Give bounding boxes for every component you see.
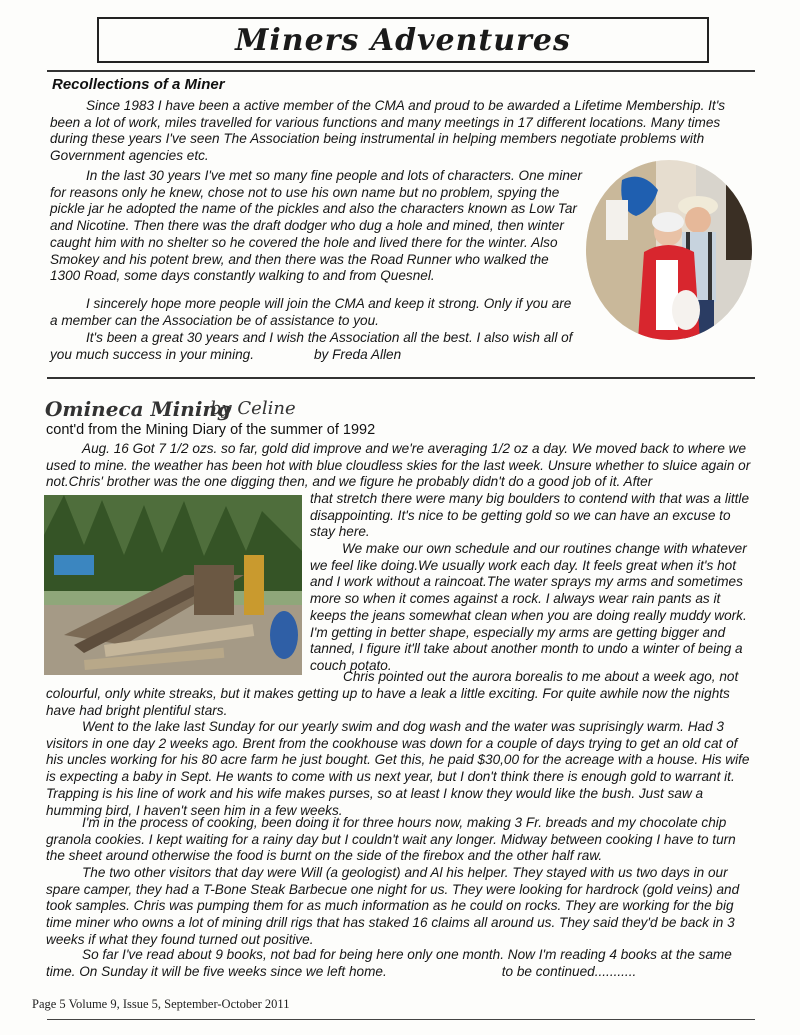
to-be-continued: to be continued........... bbox=[501, 963, 637, 979]
divider-bottom bbox=[47, 1019, 755, 1020]
sluice-photo bbox=[44, 495, 302, 675]
omineca-paragraph-3-start: Chris pointed out the aurora borealis to me about a week ago, not bbox=[343, 669, 739, 684]
omineca-byline: by Celine bbox=[210, 398, 296, 419]
recollections-paragraph-1: Since 1983 I have been a active member of the CMA and proud to be awarded a Lifetime Membership. It's been a lot of work, miles travelled for various functions and many meetings in 17 different locations. Many times during these years I've seen The Association being instrumental in helping members negotiate problems with Government agencies etc. bbox=[50, 98, 726, 164]
page-title: Miners Adventures bbox=[235, 22, 571, 58]
omineca-paragraph-1-cont: that stretch there were many big boulders to contend with that was a little disappointing. It's nice to be getting gold so we can have an excuse to stay here. bbox=[310, 491, 750, 540]
header-banner bbox=[97, 17, 709, 63]
recollections-closing: It's been a great 30 years and I wish the Association all the best. I also wish all of you much success in your mining. bbox=[50, 330, 573, 362]
omineca-paragraph-4: Went to the lake last Sunday for our yearly swim and dog wash and the water was suprisingly warm. Had 3 visitors in one day 2 weeks ago. Brent from the cookhouse was down for a couple of days trying to get an old cat of his uncles working for his 80 acre farm he just bought. Get this, he paid $30,00 for the acreage with a house. His wife is expecting a baby in Sept. He wants to come with us next year, but I don't think there is enough gold to warrant it. Trapping is his line of work and his wife makes purses, so at least I know they would like the bush. Just saw a humming bird, I haven't seen him in a few weeks. bbox=[46, 719, 750, 818]
omineca-paragraph-1: Aug. 16 Got 7 1/2 ozs. so far, gold did improve and we're averaging 1/2 oz a day. We moved back to where we used to mine. the weather has been hot with blue cloudless skies for the last week. Unsure whether to sluice again or not.Chris' brother was the one digging then, and we figure he probably didn't do a good job of it. After bbox=[46, 441, 751, 490]
omineca-paragraph-5: I'm in the process of cooking, been doing it for three hours now, making 3 Fr. breads and my chocolate chip granola cookies. I kept waiting for a rainy day but I couldn't wait any longer. Midway between cooking I have to turn the sheet around otherwise the food is burnt on the side of the firebox and the other half raw. bbox=[46, 815, 736, 864]
omineca-subtitle: cont'd from the Mining Diary of the summer of 1992 bbox=[46, 422, 376, 438]
page-footer: Page 5 Volume 9, Issue 5, September-October 2011 bbox=[32, 997, 290, 1011]
omineca-paragraph-2: We make our own schedule and our routines change with whatever we feel like doing.We usually work each day. It feels great when it's hot and I work without a raincoat.The water sprays my arms and sometimes more so when it comes against a rock. I always wear rain pants as it keeps the jeans somewhat clean when you are doing really muddy work. I'm getting in better shape, especially my arms are getting bigger and tanned, I figure it'll take about another month to undo a winter of being a couch potato. bbox=[310, 541, 747, 673]
omineca-closing: So far I've read about 9 books, not bad for being here only one month. Now I'm reading 4 books at the same time. On Sunday it will be five weeks since we left home. bbox=[46, 947, 732, 979]
omineca-title: Omineca Mining bbox=[45, 397, 231, 421]
divider-middle bbox=[47, 377, 755, 379]
omineca-paragraph-6: The two other visitors that day were Will (a geologist) and Al his helper. They stayed with us two days in our spare camper, they had a T-Bone Steak Barbecue one night for us. They were looking for hardrock (gold veins) and took samples. Chris was pumping them for as much information as he could on rocks. They are working for the big time miner who owns a lot of mining drill rigs that has staked 16 claims all around us. They said they'd be back in 3 weeks if what they found turned out positive. bbox=[46, 865, 740, 947]
author-byline: by Freda Allen bbox=[314, 346, 402, 362]
recollections-heading: Recollections of a Miner bbox=[52, 76, 225, 93]
couple-photo bbox=[586, 160, 752, 340]
recollections-paragraph-4 bbox=[50, 330, 582, 363]
recollections-paragraph-2: In the last 30 years I've met so many fine people and lots of characters. One miner for reasons only he knew, chose not to use his own name but no problem, spying the pickle jar he adopted the name of the pickles and also the characters known as Low Tar and Nicotine. Then there was the draft dodger who dug a hole and mined, then winter caught him with no shelter so he covered the hole and lived there for the winter. Also Smokey and his potent brew, and then there was the Road Runner who walked the 1300 Road, some days constantly walking to and from Quesnel. bbox=[50, 168, 582, 284]
recollections-paragraph-3: I sincerely hope more people will join the CMA and keep it strong. Only if you are a member can the Association be of assistance to you. bbox=[50, 296, 572, 328]
omineca-paragraph-3: colourful, only white streaks, but it makes getting up to have a leak a little exciting. For quite awhile now the nights have had bright plentiful stars. bbox=[46, 686, 730, 718]
divider-top bbox=[47, 70, 755, 72]
omineca-paragraph-7 bbox=[46, 947, 758, 980]
